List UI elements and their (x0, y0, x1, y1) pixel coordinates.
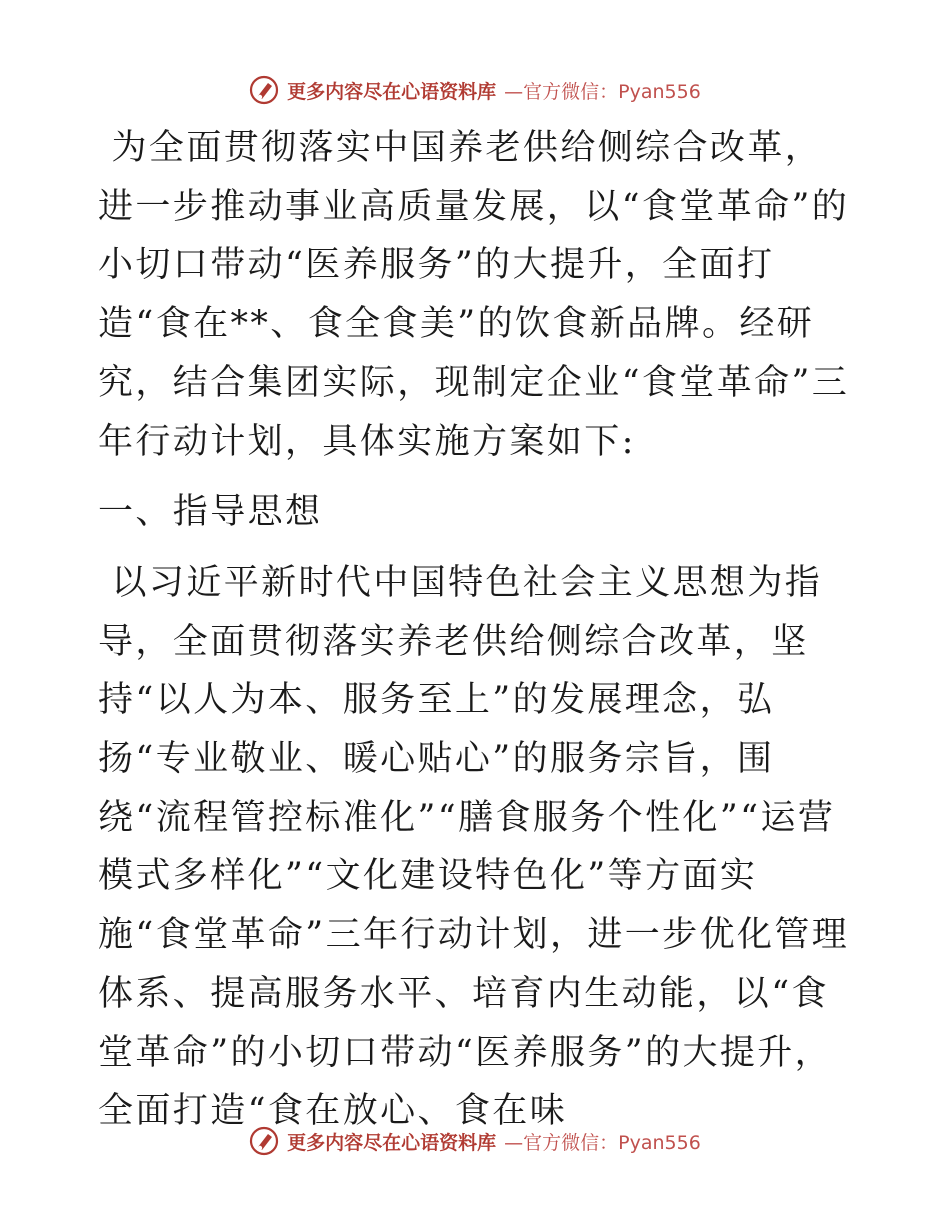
pen-nib-icon (249, 1126, 279, 1156)
banner-wechat-text: —官方微信：Pyan556 (504, 1131, 701, 1154)
guiding-ideology-paragraph: 以习近平新时代中国特色社会主义思想为指导，全面贯彻落实养老供给侧综合改革，坚持“以人为本、服务至上”的发展理念，弘扬“专业敬业、暖心贴心”的服务宗旨，围绕“流程管控标准化”“膳食服务个性化”“运营模式多样化”“文化建设特色化”等方面实施“食堂革命”三年行动计划，进一步优化管理体系、提高服务水平、培育内生动能，以“食堂革命”的小切口带动“医养服务”的大提升，全面打造“食在放心、食在味 (98, 562, 850, 1132)
intro-paragraph: 为全面贯彻落实中国养老供给侧综合改革，进一步推动事业高质量发展，以“食堂革命”的小切口带动“医养服务”的大提升，全面打造“食在**、食全食美”的饮食新品牌。经研究，结合集团实际，现制定企业“食堂革命”三年行动计划，具体实施方案如下: (98, 128, 850, 462)
pen-nib-icon (249, 75, 279, 105)
banner-brand-text: 更多内容尽在心语资料库 (287, 1131, 497, 1154)
banner-wechat-text: —官方微信：Pyan556 (504, 80, 701, 103)
banner-brand-text: 更多内容尽在心语资料库 (287, 80, 497, 103)
watermark-banner-bottom (0, 1121, 950, 1161)
section-heading-guiding-ideology: 一、指导思想 (98, 492, 323, 533)
watermark-banner-top (0, 70, 950, 110)
document-body (98, 119, 850, 1141)
